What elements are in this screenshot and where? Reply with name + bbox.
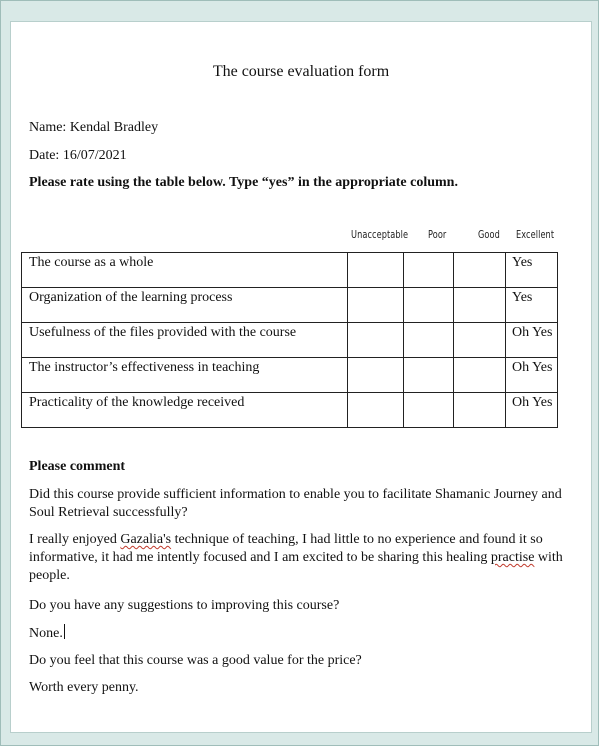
excellent-cell[interactable]: Yes	[506, 253, 558, 288]
spelling-flag[interactable]: Gazalia's	[120, 532, 172, 547]
unacceptable-cell[interactable]	[348, 393, 404, 428]
unacceptable-cell[interactable]	[348, 358, 404, 393]
question-cell: Usefulness of the files provided with the course	[22, 323, 348, 358]
rating-table	[21, 252, 558, 428]
comment-heading: Please comment	[29, 459, 126, 474]
unacceptable-cell[interactable]	[348, 253, 404, 288]
poor-cell[interactable]	[404, 288, 454, 323]
answer-3[interactable]: Worth every penny.	[29, 680, 139, 695]
question-cell: Organization of the learning process	[22, 288, 348, 323]
good-cell[interactable]	[454, 288, 506, 323]
column-header-poor: Poor	[428, 229, 447, 241]
question-cell: The course as a whole	[22, 253, 348, 288]
answer-1[interactable]	[29, 531, 569, 585]
text-cursor	[64, 624, 65, 639]
question-cell: The instructor’s effectiveness in teaching	[22, 358, 348, 393]
good-cell[interactable]	[454, 253, 506, 288]
table-row	[22, 288, 558, 323]
answer-2-text: None.	[29, 626, 63, 641]
answer-2[interactable]	[29, 624, 569, 643]
excellent-cell[interactable]: Oh Yes	[506, 358, 558, 393]
answer-1-text: with people.	[29, 550, 563, 583]
excellent-cell[interactable]: Oh Yes	[506, 393, 558, 428]
column-header-excellent: Excellent	[516, 229, 555, 241]
good-cell[interactable]	[454, 358, 506, 393]
good-cell[interactable]	[454, 393, 506, 428]
spelling-flag[interactable]: practise	[490, 550, 535, 565]
table-row	[22, 253, 558, 288]
rating-instruction: Please rate using the table below. Type “yes” in the appropriate column.	[29, 175, 458, 190]
poor-cell[interactable]	[404, 323, 454, 358]
question-2: Do you have any suggestions to improving this course?	[29, 598, 340, 613]
table-row	[22, 358, 558, 393]
answer-1-text: technique of teaching, I had little to no experience and found it so informative, it had me intently focused and I am excited to be sharing this healing	[29, 532, 543, 565]
excellent-cell[interactable]: Yes	[506, 288, 558, 323]
question-cell: Practicality of the knowledge received	[22, 393, 348, 428]
unacceptable-cell[interactable]	[348, 288, 404, 323]
unacceptable-cell[interactable]	[348, 323, 404, 358]
poor-cell[interactable]	[404, 358, 454, 393]
column-header-good: Good	[478, 229, 500, 241]
table-row	[22, 393, 558, 428]
name-line[interactable]: Name: Kendal Bradley	[29, 120, 159, 135]
poor-cell[interactable]	[404, 253, 454, 288]
date-line[interactable]: Date: 16/07/2021	[29, 148, 127, 163]
document-page	[10, 21, 592, 733]
question-3: Do you feel that this course was a good value for the price?	[29, 653, 362, 668]
excellent-cell[interactable]: Oh Yes	[506, 323, 558, 358]
answer-1-text: I really enjoyed	[29, 532, 121, 547]
poor-cell[interactable]	[404, 393, 454, 428]
good-cell[interactable]	[454, 323, 506, 358]
question-1: Did this course provide sufficient information to enable you to facilitate Shamanic Journey and Soul Retrieval successfully?	[29, 487, 562, 520]
column-header-unacceptable: Unacceptable	[351, 229, 409, 241]
form-title: The course evaluation form	[212, 63, 390, 80]
table-row	[22, 323, 558, 358]
